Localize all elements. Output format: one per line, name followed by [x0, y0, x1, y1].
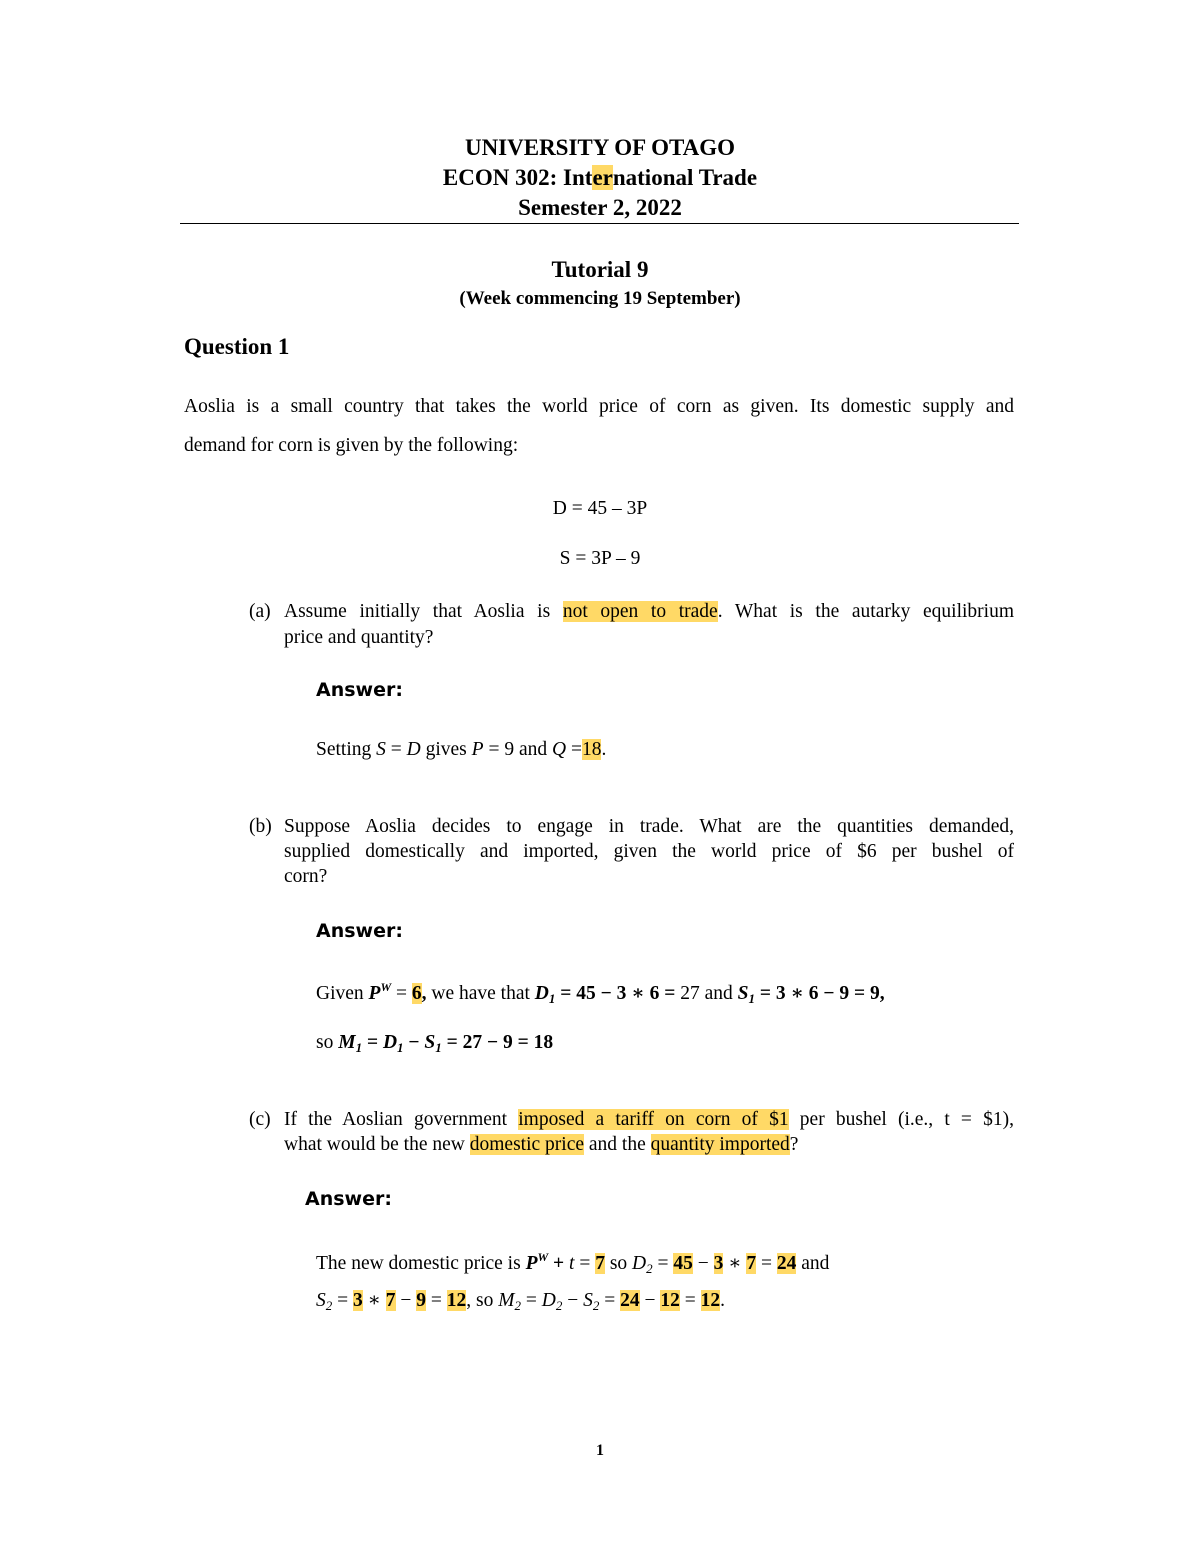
highlight: not open to trade [562, 601, 718, 622]
part-b-line1: Suppose Aoslia decides to engage in trade. What are the quantities demanded, [284, 816, 1014, 837]
semester-line: Semester 2, 2022 [518, 195, 682, 220]
question-intro-line2: demand for corn is given by the following: [184, 435, 519, 456]
course-title: ECON 302: International Trade [442, 165, 758, 190]
demand-equation: D = 45 – 3P [552, 498, 648, 519]
supply-equation: S = 3P – 9 [559, 548, 641, 569]
part-b-answer-line2: so $M_1 = D_1 - S_1 = 27 - 9 = 18$ [316, 1032, 554, 1055]
tutorial-week: (Week commencing 19 September) [459, 288, 741, 309]
part-a-line1: Assume initially that Aoslia is not open to trade. What is the autarky equilibrium [284, 601, 1014, 622]
part-c-line2: what would be the new domestic price and the quantity imported? [284, 1134, 799, 1155]
part-c-label: (c) [249, 1109, 271, 1130]
part-b-line3: corn? [284, 866, 328, 887]
part-b-answer-label: Answer: [316, 920, 403, 942]
part-b-label: (b) [249, 816, 272, 837]
part-a-answer-label: Answer: [316, 679, 403, 701]
part-a-line2: price and quantity? [284, 627, 434, 648]
question-intro-line1: Aoslia is a small country that takes the world price of corn as given. Its domestic supply and [184, 396, 1014, 417]
highlight: domestic price [469, 1134, 584, 1155]
part-a-answer-text: Setting S = D gives P = 9 and Q =18. [316, 739, 607, 760]
tutorial-title: Tutorial 9 [551, 257, 649, 282]
part-c-answer-label: Answer: [305, 1188, 392, 1210]
highlight: imposed a tariff on corn of $1 [518, 1109, 789, 1130]
part-c-line1: If the Aoslian government imposed a tariff on corn of $1 per bushel (i.e., t = $1), [284, 1109, 1014, 1130]
question-title: Question 1 [184, 334, 290, 359]
part-c-answer-line2: $S_2 = 3$ ∗ 7 − 9 = 12, so $M_2 = D_2 - S_2 = 24 - 12 = 12$. [316, 1290, 725, 1313]
part-b-line2: supplied domestically and imported, given the world price of $6 per bushel of [284, 841, 1014, 862]
page-number: 1 [596, 1442, 604, 1459]
university-name: UNIVERSITY OF OTAGO [464, 135, 736, 160]
highlight: quantity imported [650, 1134, 790, 1155]
header-rule [180, 223, 1019, 224]
part-a-label: (a) [249, 601, 271, 622]
part-b-answer-line1: Given $P^W = 6$, we have that $D_1 = 45 - 3$ ∗ 6 = 27 and $S_1 = 3$ ∗ 6 − 9 = 9, [316, 980, 885, 1006]
part-c-answer-line1: The new domestic price is $P^W + t = 7$ so $D_2 = 45 - 3$ ∗ 7 = 24 and [316, 1250, 830, 1276]
